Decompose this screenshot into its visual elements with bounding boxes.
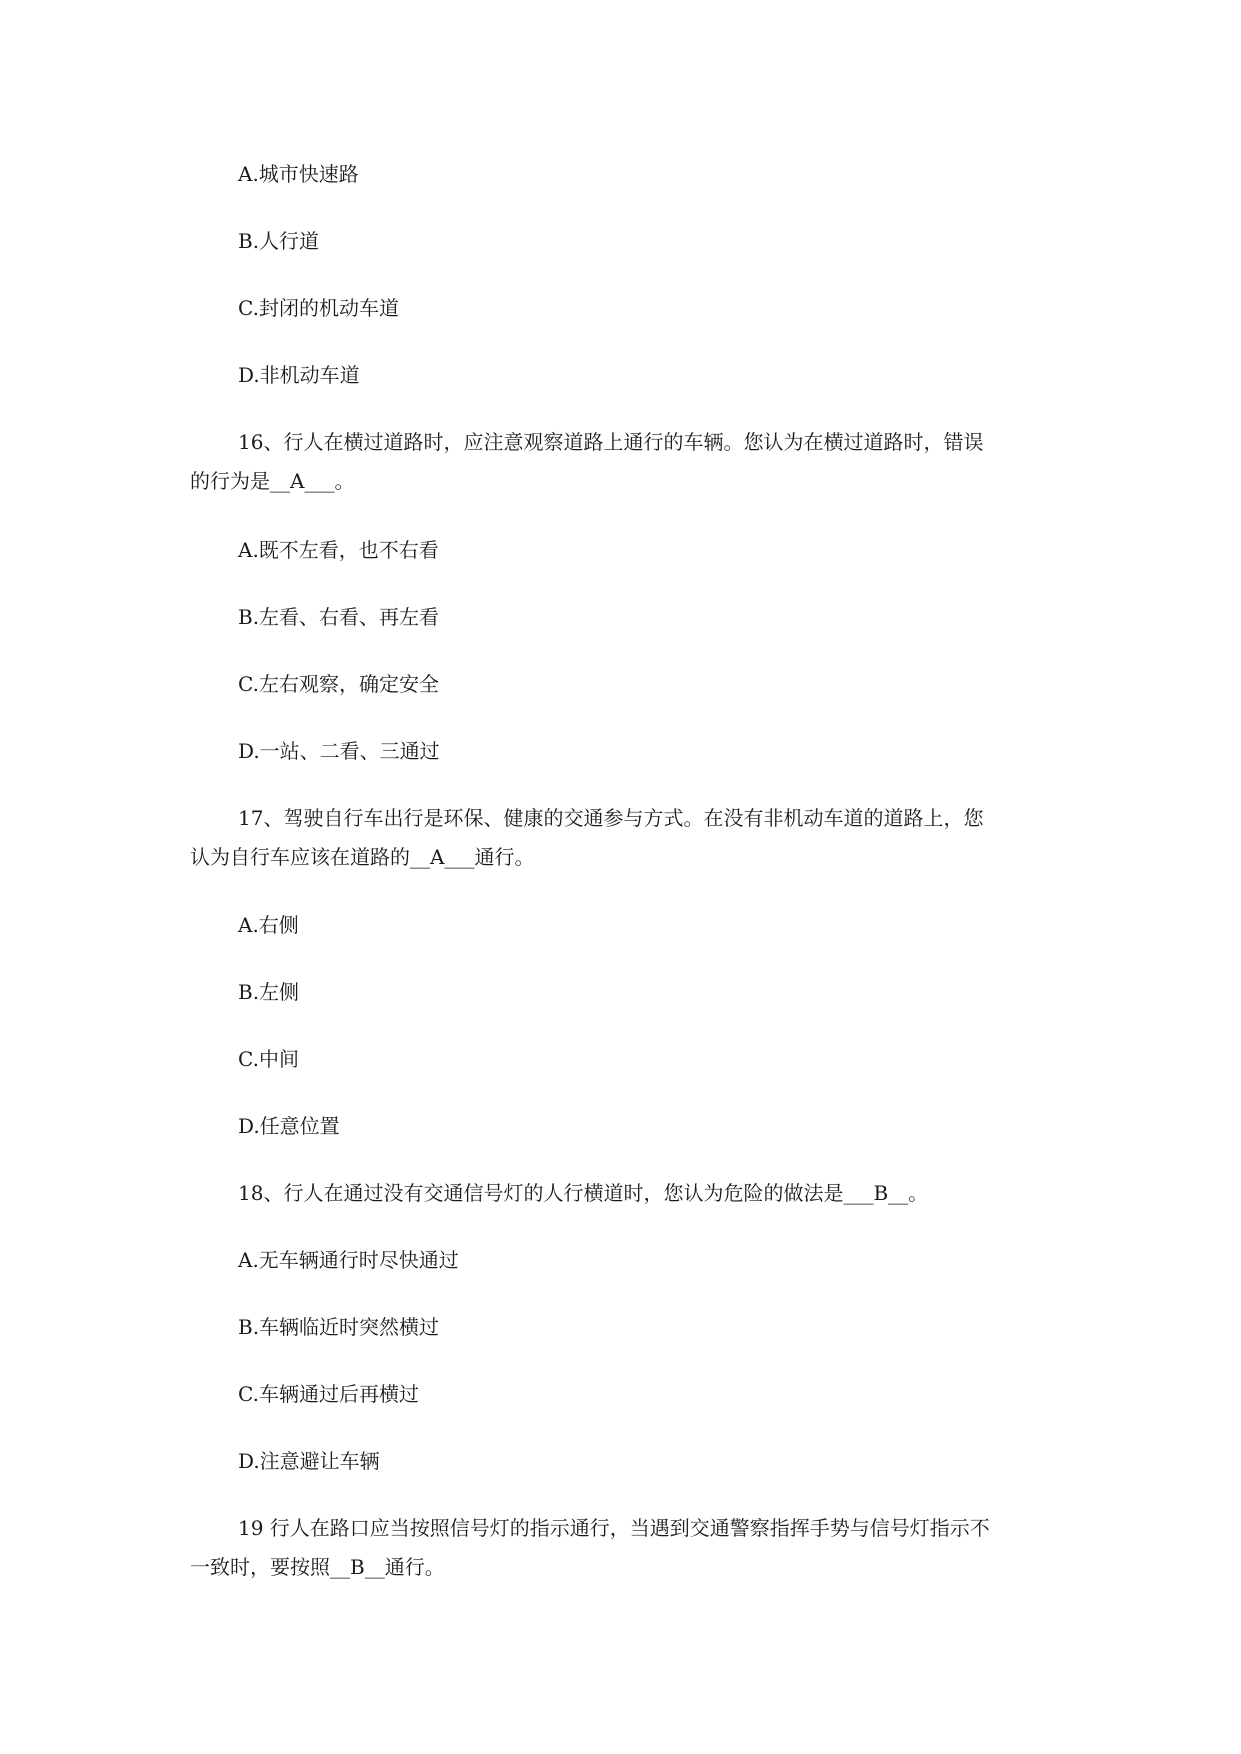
q16-stem-line2: 的行为是__A___。	[190, 469, 355, 493]
q18-stem-line1	[190, 1179, 928, 1207]
q15-option-c: C.封闭的机动车道	[238, 296, 399, 320]
q17-option-b: B.左侧	[238, 980, 300, 1004]
q17-stem-text1: 17、驾驶自行车出行是环保、健康的交通参与方式。在没有非机动车道的道路上，您	[238, 806, 984, 830]
q16-option-b: B.左看、右看、再左看	[238, 605, 440, 629]
q19-stem-line1	[190, 1514, 990, 1542]
q17-option-c: C.中间	[238, 1047, 299, 1071]
q16-stem-line1	[190, 428, 983, 456]
q18-stem-text1: 18、行人在通过没有交通信号灯的人行横道时，您认为危险的做法是___B__。	[238, 1181, 929, 1205]
q15-option-d: D.非机动车道	[238, 363, 360, 387]
q15-option-a: A.城市快速路	[238, 162, 359, 186]
q16-option-a: A.既不左看，也不右看	[238, 538, 439, 562]
q17-option-a: A.右侧	[238, 913, 299, 937]
q17-stem-line2: 认为自行车应该在道路的__A___通行。	[190, 845, 535, 869]
q18-option-a: A.无车辆通行时尽快通过	[238, 1248, 459, 1272]
q19-stem-line2: 一致时，要按照__B__通行。	[190, 1555, 445, 1579]
q18-option-d: D.注意避让车辆	[238, 1449, 380, 1473]
q15-option-b: B.人行道	[238, 229, 320, 253]
q16-option-d: D.一站、二看、三通过	[238, 739, 440, 763]
q19-stem-text1: 19 行人在路口应当按照信号灯的指示通行，当遇到交通警察指挥手势与信号灯指示不	[238, 1516, 990, 1540]
q16-stem-text1: 16、行人在横过道路时，应注意观察道路上通行的车辆。您认为在横过道路时，错误	[238, 430, 984, 454]
q17-option-d: D.任意位置	[238, 1114, 340, 1138]
q18-option-b: B.车辆临近时突然横过	[238, 1315, 440, 1339]
q16-option-c: C.左右观察，确定安全	[238, 672, 439, 696]
q18-option-c: C.车辆通过后再横过	[238, 1382, 419, 1406]
q17-stem-line1	[190, 804, 983, 832]
